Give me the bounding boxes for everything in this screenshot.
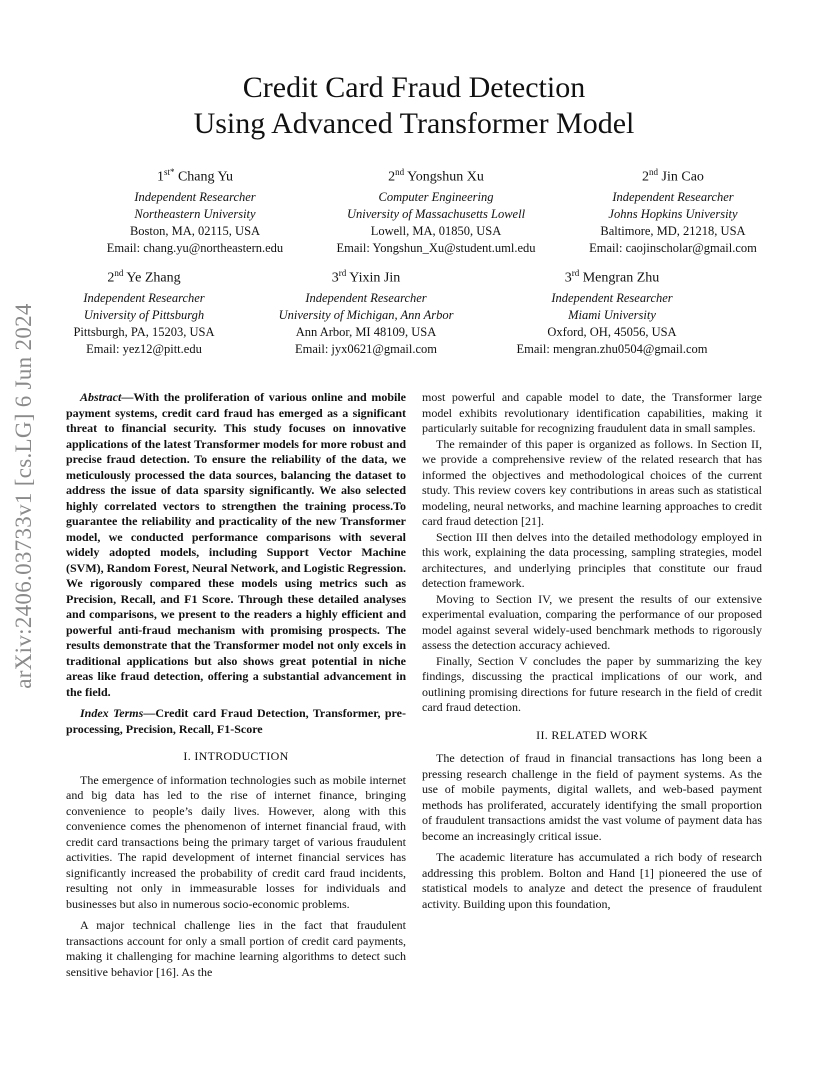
author-block xyxy=(80,163,310,257)
paragraph: Moving to Section IV, we present the results of our extensive experimental evaluation, comparing the performance of our proposed model against several widely-used benchmark methods to rigorously assess the detection accuracy achieved. xyxy=(422,591,762,652)
paragraph: The detection of fraud in financial transactions has long been a pressing research challenge in the field of payment systems. As the use of mobile payments, digital wallets, and web-based payment methods has proliferated, accurately identifying the small proportion of fraudulent transactions amidst the vast volume of payment data has become an increasingly critical issue. xyxy=(422,751,762,843)
author-block xyxy=(566,163,780,257)
section-heading-introduction: I. INTRODUCTION xyxy=(183,749,289,763)
author-role: Independent Researcher xyxy=(134,189,256,204)
author-name: 2nd Yongshun Xu xyxy=(388,167,484,185)
title-line-2: Using Advanced Transformer Model xyxy=(193,107,635,140)
author-affiliation: Northeastern University xyxy=(134,206,256,221)
author-email: Email: chang.yu@northeastern.edu xyxy=(106,240,284,255)
section-heading-related-work: II. RELATED WORK xyxy=(536,727,648,742)
paragraph: The academic literature has accumulated a rich body of research addressing this problem. Bolton and Hand [1] pioneered the use of statistical models to analyze and detect the presence of fraudulent activity. Building upon this foundation, xyxy=(422,850,762,911)
author-address: Oxford, OH, 45056, USA xyxy=(547,324,677,339)
author-address: Ann Arbor, MI 48109, USA xyxy=(295,324,437,339)
author-role: Independent Researcher xyxy=(551,290,673,305)
title-line-1: Credit Card Fraud Detection xyxy=(242,71,586,104)
paragraph: The emergence of information technologies such as mobile internet and big data has led to the rise of internet finance, bringing convenience to people’s daily lives. However, along with this convenience comes the phenomenon of internet financial fraud, with credit card transactions being the primary target of various fraudulent activities. The rapid development of internet financial services has significantly increased the probability of credit card fraud incidents, resulting not only in immeasurable losses for individuals and businesses but also in numerous socio-economic problems. xyxy=(66,772,406,911)
author-role: Independent Researcher xyxy=(612,189,734,204)
author-role: Independent Researcher xyxy=(305,290,427,305)
author-address: Baltimore, MD, 21218, USA xyxy=(600,223,746,238)
arxiv-identifier: arXiv:2406.03733v1 [cs.LG] 6 Jun 2024 xyxy=(11,303,36,689)
author-name: 2nd Ye Zhang xyxy=(107,268,181,286)
author-email: Email: jyx0621@gmail.com xyxy=(294,341,438,356)
author-role: Computer Engineering xyxy=(378,189,494,204)
author-email: Email: caojinscholar@gmail.com xyxy=(589,240,757,255)
index-terms: Index Terms—Credit card Fraud Detection, Transformer, pre-processing, Precision, Recall, F1-Score xyxy=(66,706,406,736)
author-email: Email: mengran.zhu0504@gmail.com xyxy=(516,341,708,356)
author-address: Pittsburgh, PA, 15203, USA xyxy=(73,324,215,339)
right-column xyxy=(422,390,762,912)
author-block xyxy=(56,264,232,358)
paragraph: The remainder of this paper is organized as follows. In Section II, we provide a comprehensive review of the related research that has informed the objectives and methodological choices of the current study. This review covers key contributions in areas such as statistical modeling, neural networks, and machine learning approaches to credit card fraud detection [21]. xyxy=(422,436,762,528)
author-name: 3rd Mengran Zhu xyxy=(564,268,660,286)
paragraph: A major technical challenge lies in the fact that fraudulent transactions account for only a small portion of credit card payments, making it challenging for machine learning algorithms to detect such sensitive behavior [16]. As the xyxy=(66,918,406,979)
author-name: 3rd Yixin Jin xyxy=(331,268,401,286)
author-block xyxy=(318,163,554,257)
left-column xyxy=(66,390,406,980)
author-address: Boston, MA, 02115, USA xyxy=(129,223,261,238)
author-name: 2nd Jin Cao xyxy=(642,167,704,185)
author-block xyxy=(252,264,480,358)
paragraph: Section III then delves into the detailed methodology employed in this work, explaining the data processing, sampling strategies, model architectures, and underlying principles that constitute our fraud detection framework. xyxy=(422,529,762,590)
author-email: Email: yez12@pitt.edu xyxy=(86,341,202,356)
author-email: Email: Yongshun_Xu@student.uml.edu xyxy=(336,240,536,255)
arxiv-sidebar-stamp xyxy=(6,296,42,696)
paragraph: most powerful and capable model to date, the Transformer large model exhibits revolutionary identification capabilities, making it particularly suitable for recognizing fraudulent data in small samples. xyxy=(422,390,762,435)
author-affiliation: Johns Hopkins University xyxy=(608,206,738,221)
author-block xyxy=(496,264,728,358)
author-affiliation: University of Michigan, Ann Arbor xyxy=(278,307,454,322)
author-address: Lowell, MA, 01850, USA xyxy=(370,223,502,238)
author-affiliation: University of Pittsburgh xyxy=(83,307,205,322)
paper-title xyxy=(0,70,828,142)
paragraph: Finally, Section V concludes the paper by summarizing the key findings, discussing the practical implications of our work, and outlining promising directions for future research in the field of credit card fraud detection. xyxy=(422,653,762,714)
author-role: Independent Researcher xyxy=(83,290,205,305)
author-affiliation: University of Massachusetts Lowell xyxy=(346,206,526,221)
author-name: $1^{st*}$ Chang Yu xyxy=(156,167,234,185)
abstract: Abstract—With the proliferation of various online and mobile payment systems, credit card fraud has emerged as a significant threat to financial security. This study focuses on innovative applications of the latest Transformer models for more robust and precise fraud detection. To ensure the reliability of the data, we meticulously processed the data sources, balancing the dataset to address the issue of data sparsity significantly. We also selected highly correlated vectors to strengthen the training process.To guarantee the reliability and practicality of the new Transformer model, we conducted performance comparisons with several widely adopted models, including Support Vector Machine (SVM), Random Forest, Neural Network, and Logistic Regression. We rigorously compared these models using metrics such as Precision, Recall, and F1 Score. Through these detailed analyses and comparisons, we present to the readers a highly efficient and powerful anti-fraud mechanism with promising prospects. The results demonstrate that the Transformer model not only excels in traditional applications but also shows great potential in niche areas like fraud detection, offering a substantial advancement in the field. xyxy=(66,390,406,699)
author-affiliation: Miami University xyxy=(568,307,656,322)
